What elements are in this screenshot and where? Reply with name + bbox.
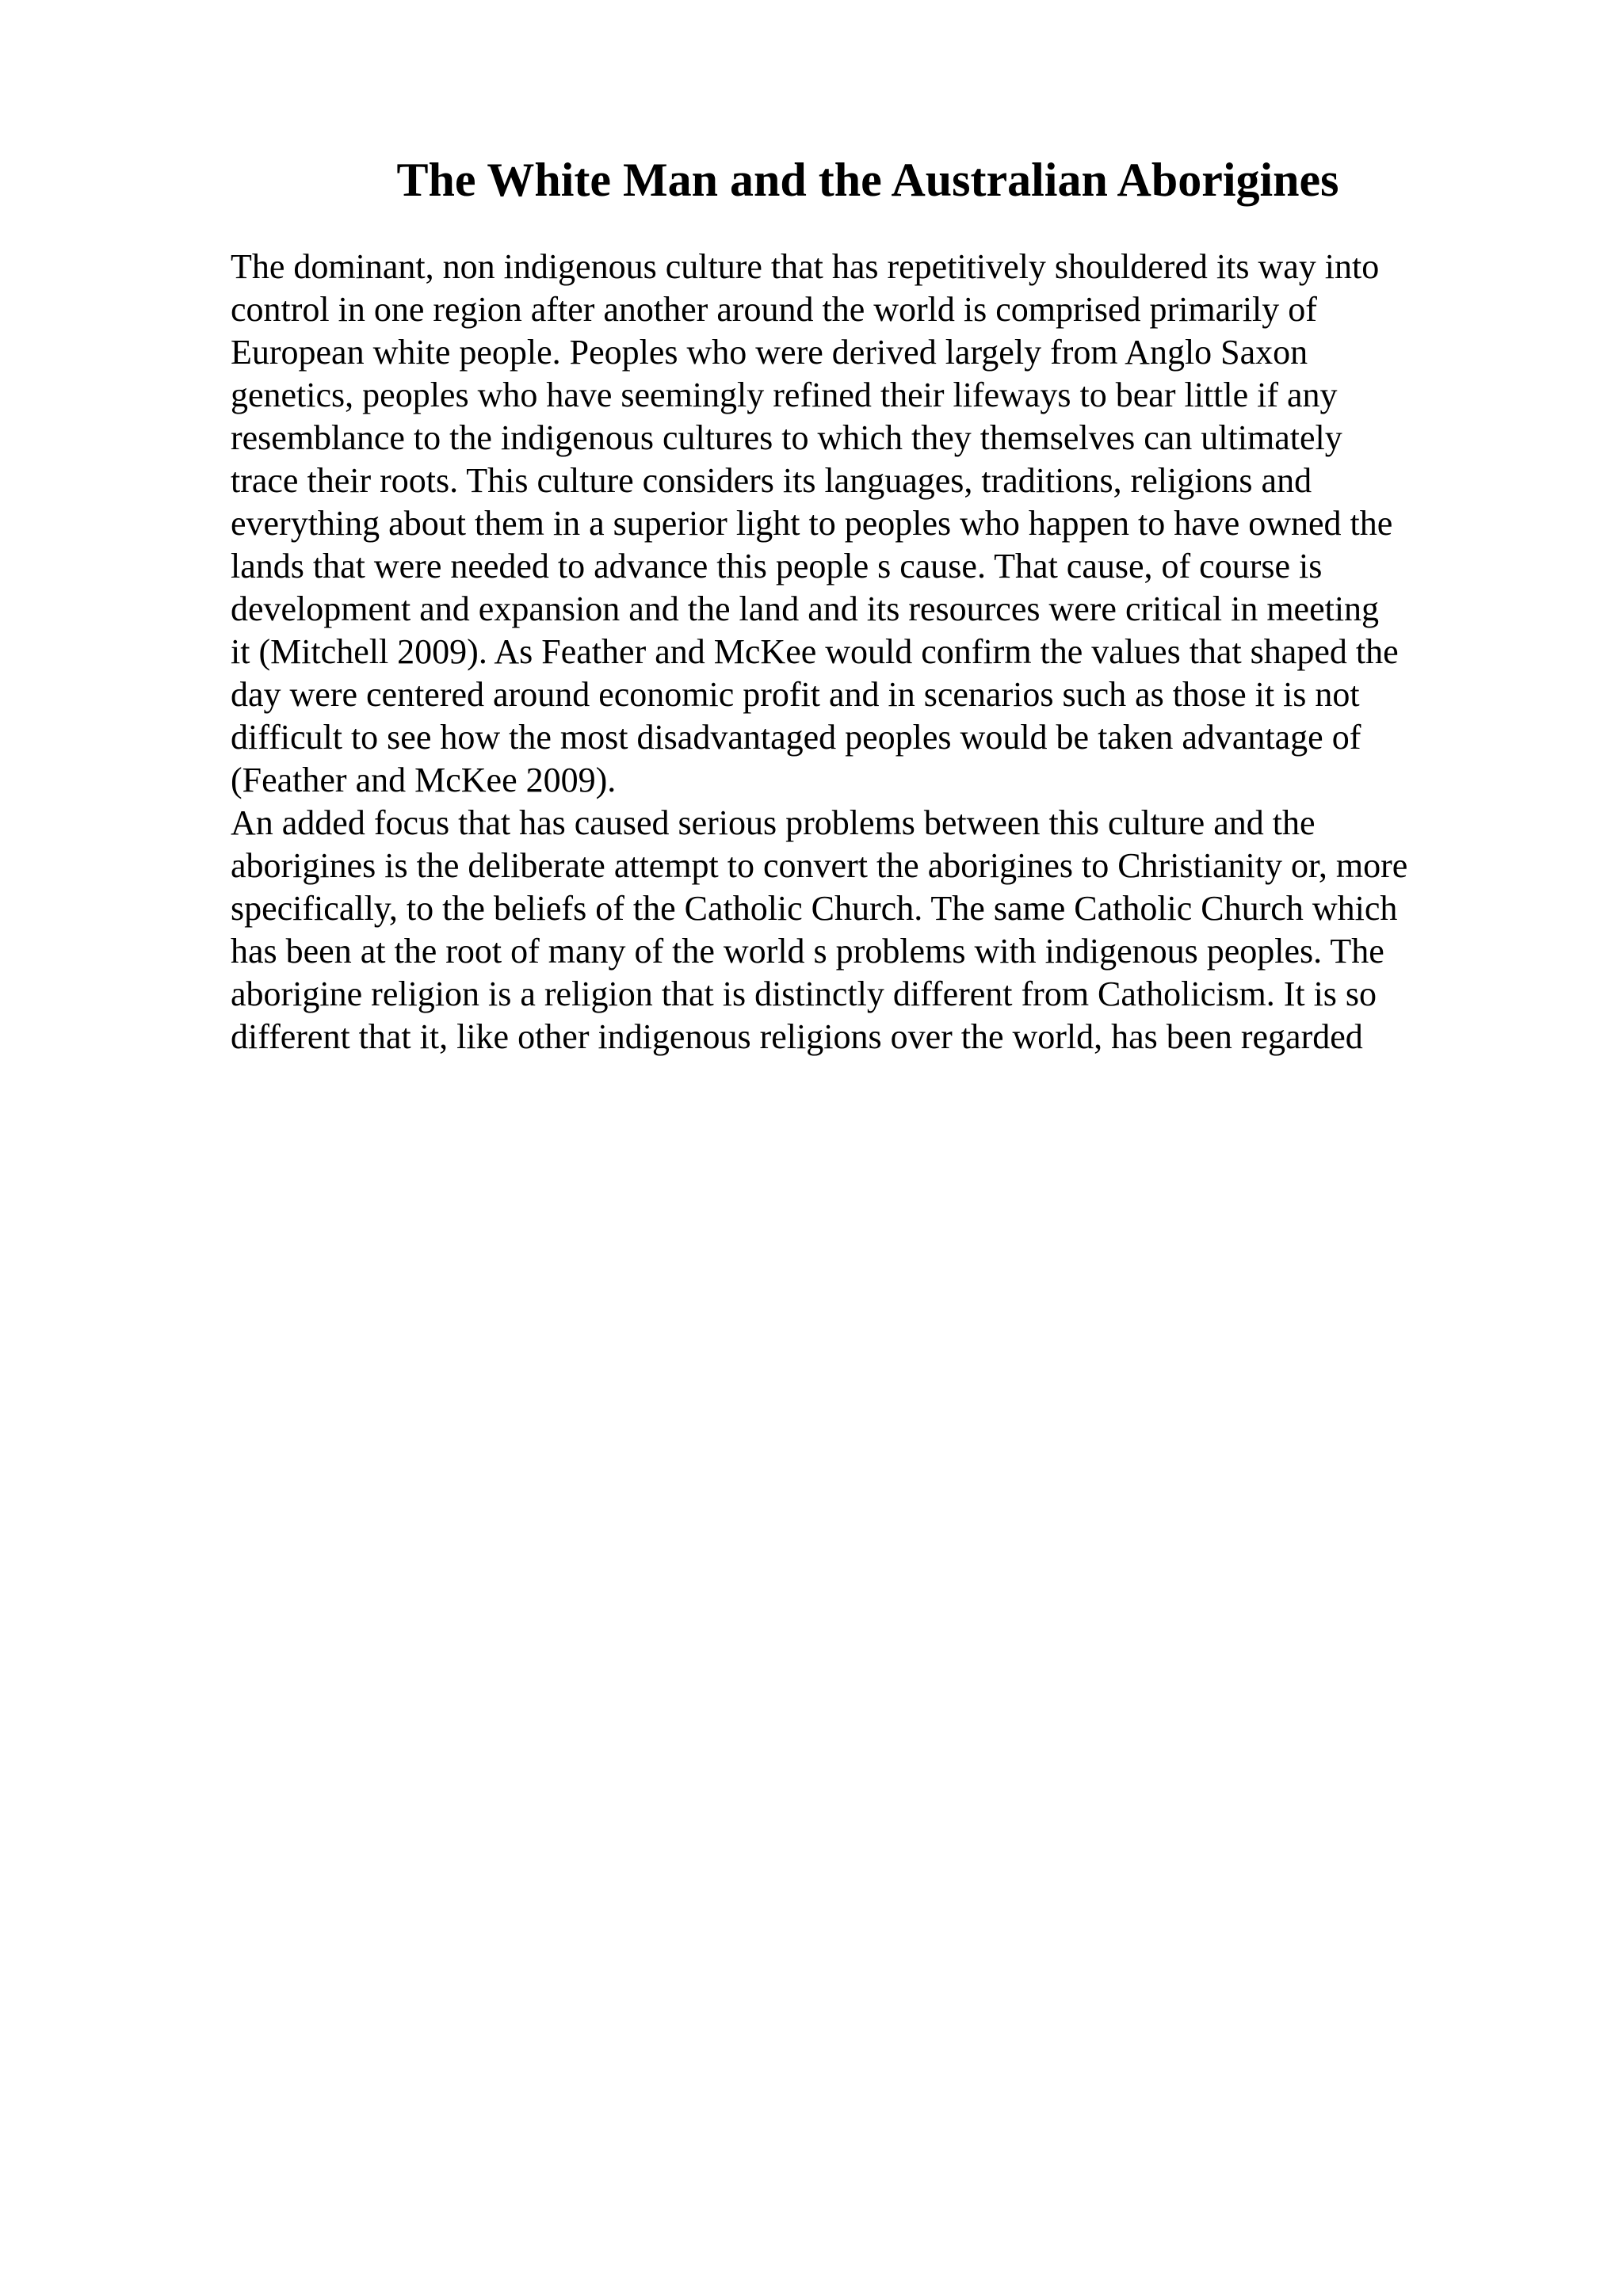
body-line: difficult to see how the most disadvantaged peoples would be taken advantage of	[231, 718, 1361, 757]
document-title: The White Man and the Australian Aborigines	[396, 154, 1339, 206]
body-line: aborigine religion is a religion that is distinctly different from Catholicism. It is so	[231, 974, 1377, 1013]
document-body	[231, 246, 1578, 1058]
body-line: it (Mitchell 2009). As Feather and McKee would confirm the values that shaped the	[231, 632, 1399, 671]
body-line: different that it, like other indigenous religions over the world, has been regarded	[231, 1017, 1363, 1056]
body-line: (Feather and McKee 2009).	[231, 761, 617, 799]
body-line: aborigines is the deliberate attempt to convert the aborigines to Christianity or, more	[231, 846, 1408, 885]
body-line: resemblance to the indigenous cultures to which they themselves can ultimately	[231, 418, 1342, 457]
body-line: lands that were needed to advance this people s cause. That cause, of course is	[231, 547, 1323, 585]
body-line: European white people. Peoples who were derived largely from Anglo Saxon	[231, 333, 1308, 372]
body-line: has been at the root of many of the world s problems with indigenous peoples. The	[231, 932, 1384, 971]
body-line: day were centered around economic profit and in scenarios such as those it is not	[231, 675, 1360, 714]
body-line: trace their roots. This culture considers its languages, traditions, religions and	[231, 461, 1312, 500]
body-line: development and expansion and the land and its resources were critical in meeting	[231, 589, 1380, 628]
body-line: control in one region after another around the world is comprised primarily of	[231, 290, 1317, 329]
body-line: everything about them in a superior light to peoples who happen to have owned the	[231, 504, 1393, 543]
body-line: specifically, to the beliefs of the Catholic Church. The same Catholic Church which	[231, 889, 1398, 928]
body-line: genetics, peoples who have seemingly refined their lifeways to bear little if any	[231, 376, 1338, 414]
body-line: An added focus that has caused serious problems between this culture and the	[231, 803, 1316, 842]
body-line: The dominant, non indigenous culture that has repetitively shouldered its way into	[231, 247, 1380, 286]
